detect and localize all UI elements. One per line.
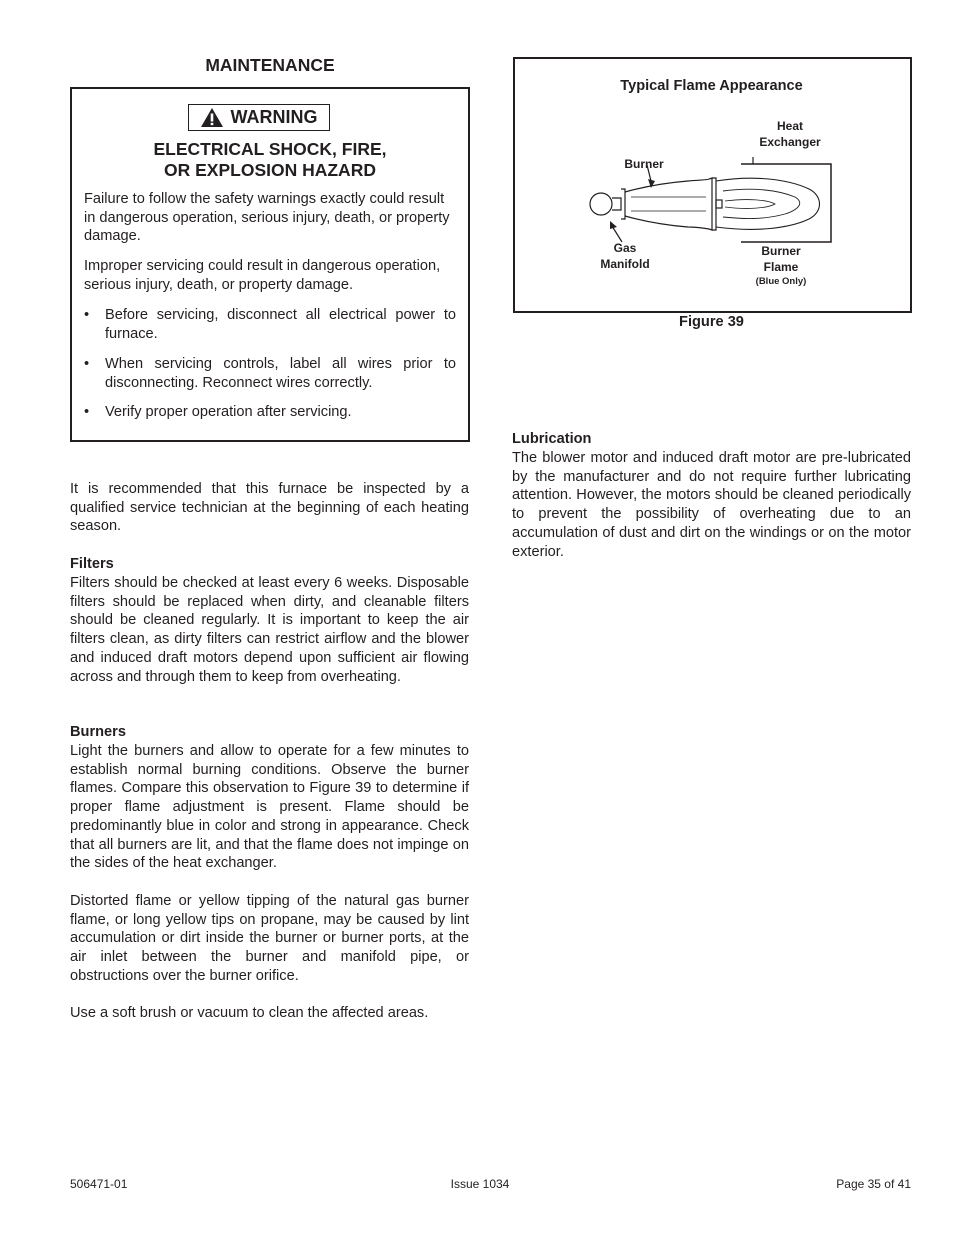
label-flame-burner: Burner [761,244,801,258]
warning-paragraph-1: Failure to follow the safety warnings exactly could result in dangerous operation, serious injury, death, or property damage. [84,191,450,245]
hazard-line-1: ELECTRICAL SHOCK, FIRE, [153,139,387,159]
lubrication-paragraph: The blower motor and induced draft motor are pre-lubricated by the manufacturer and do not require further lubricating attention. However, the motors should be cleaned periodically to prevent the possibility of overheating due to an accumulation of dust and dirt on the windings or on the motor exterior. [512,450,911,560]
flame-diagram [513,57,912,313]
warning-bullet [84,306,456,344]
warning-bullet [84,403,456,422]
warning-label [188,104,330,131]
warning-bullet [84,355,456,393]
heat-exchanger-outline [741,164,831,242]
footer-doc-number: 506471-01 [70,1177,128,1191]
footer-issue: Issue 1034 [450,1177,510,1191]
burner-flame [716,178,820,229]
label-manifold: Manifold [600,257,650,271]
gas-manifold-ball [590,193,612,215]
bullet-text: When servicing controls, label all wires prior to disconnecting. Reconnect wires correctly. [105,356,456,391]
filters-heading: Filters [70,556,114,572]
label-heat-exchanger [745,118,835,150]
burners-paragraph-1: Light the burners and allow to operate for a few minutes to establish normal burning conditions. Observe the burner flames. Compare this observation to Figure 39 to determine if proper flame adjustment is present. Flame should be predominantly blue in color and strong in appearance. Check that all burners are lit, and that the flame does not impinge on the sides of the heat exchanger. [70,743,469,872]
label-burner: Burner [624,157,664,171]
hazard-line-2: OR EXPLOSION HAZARD [164,160,376,180]
label-gas-manifold [590,240,660,272]
bullet-dot: • [84,404,90,420]
burners-paragraph-3: Use a soft brush or vacuum to clean the affected areas. [70,1005,429,1021]
footer-page: Page 35 of 41 [836,1177,911,1191]
intro-paragraph: It is recommended that this furnace be inspected by a qualified service technician at the beginning of each heating season. [70,481,469,535]
warning-triangle-icon [201,108,223,127]
label-exchanger: Exchanger [759,135,821,149]
figure-caption: Figure 39 [679,314,744,330]
bullet-dot: • [84,356,90,372]
hazard-title [72,139,468,181]
bullet-dot: • [84,307,90,323]
label-burner-flame [745,243,817,275]
burners-heading: Burners [70,724,126,740]
bullet-text: Verify proper operation after servicing. [105,404,352,420]
warning-paragraph-2: Improper servicing could result in dangerous operation, serious injury, death, or property damage. [84,258,441,293]
filters-paragraph: Filters should be checked at least every 6 weeks. Disposable filters should be replaced when dirty, and cleanable filters should be cleaned regularly. It is important to keep the air filters clean, as dirty filters can restrict airflow and the blower and induced draft motors depend upon sufficient air flowing across and through them to keep from overheating. [70,575,469,685]
label-blue-only: (Blue Only) [755,276,807,287]
burners-paragraph-2: Distorted flame or yellow tipping of the natural gas burner flame, or long yellow tips on propane, may be caused by lint accumulation or dirt inside the burner or burner ports, at the air inlet between the burner and manifold pipe, or obstructions over the burner orifice. [70,893,469,984]
label-flame: Flame [763,260,799,274]
label-gas: Gas [613,241,637,255]
figure-title: Typical Flame Appearance [620,78,803,94]
lubrication-heading: Lubrication [512,431,592,447]
bullet-text: Before servicing, disconnect all electrical power to furnace. [105,307,456,342]
burner-tube [625,178,712,230]
section-title: MAINTENANCE [205,55,335,75]
manifold-pipe [612,198,621,210]
warning-label-text: WARNING [230,107,318,127]
label-heat: Heat [776,119,803,133]
